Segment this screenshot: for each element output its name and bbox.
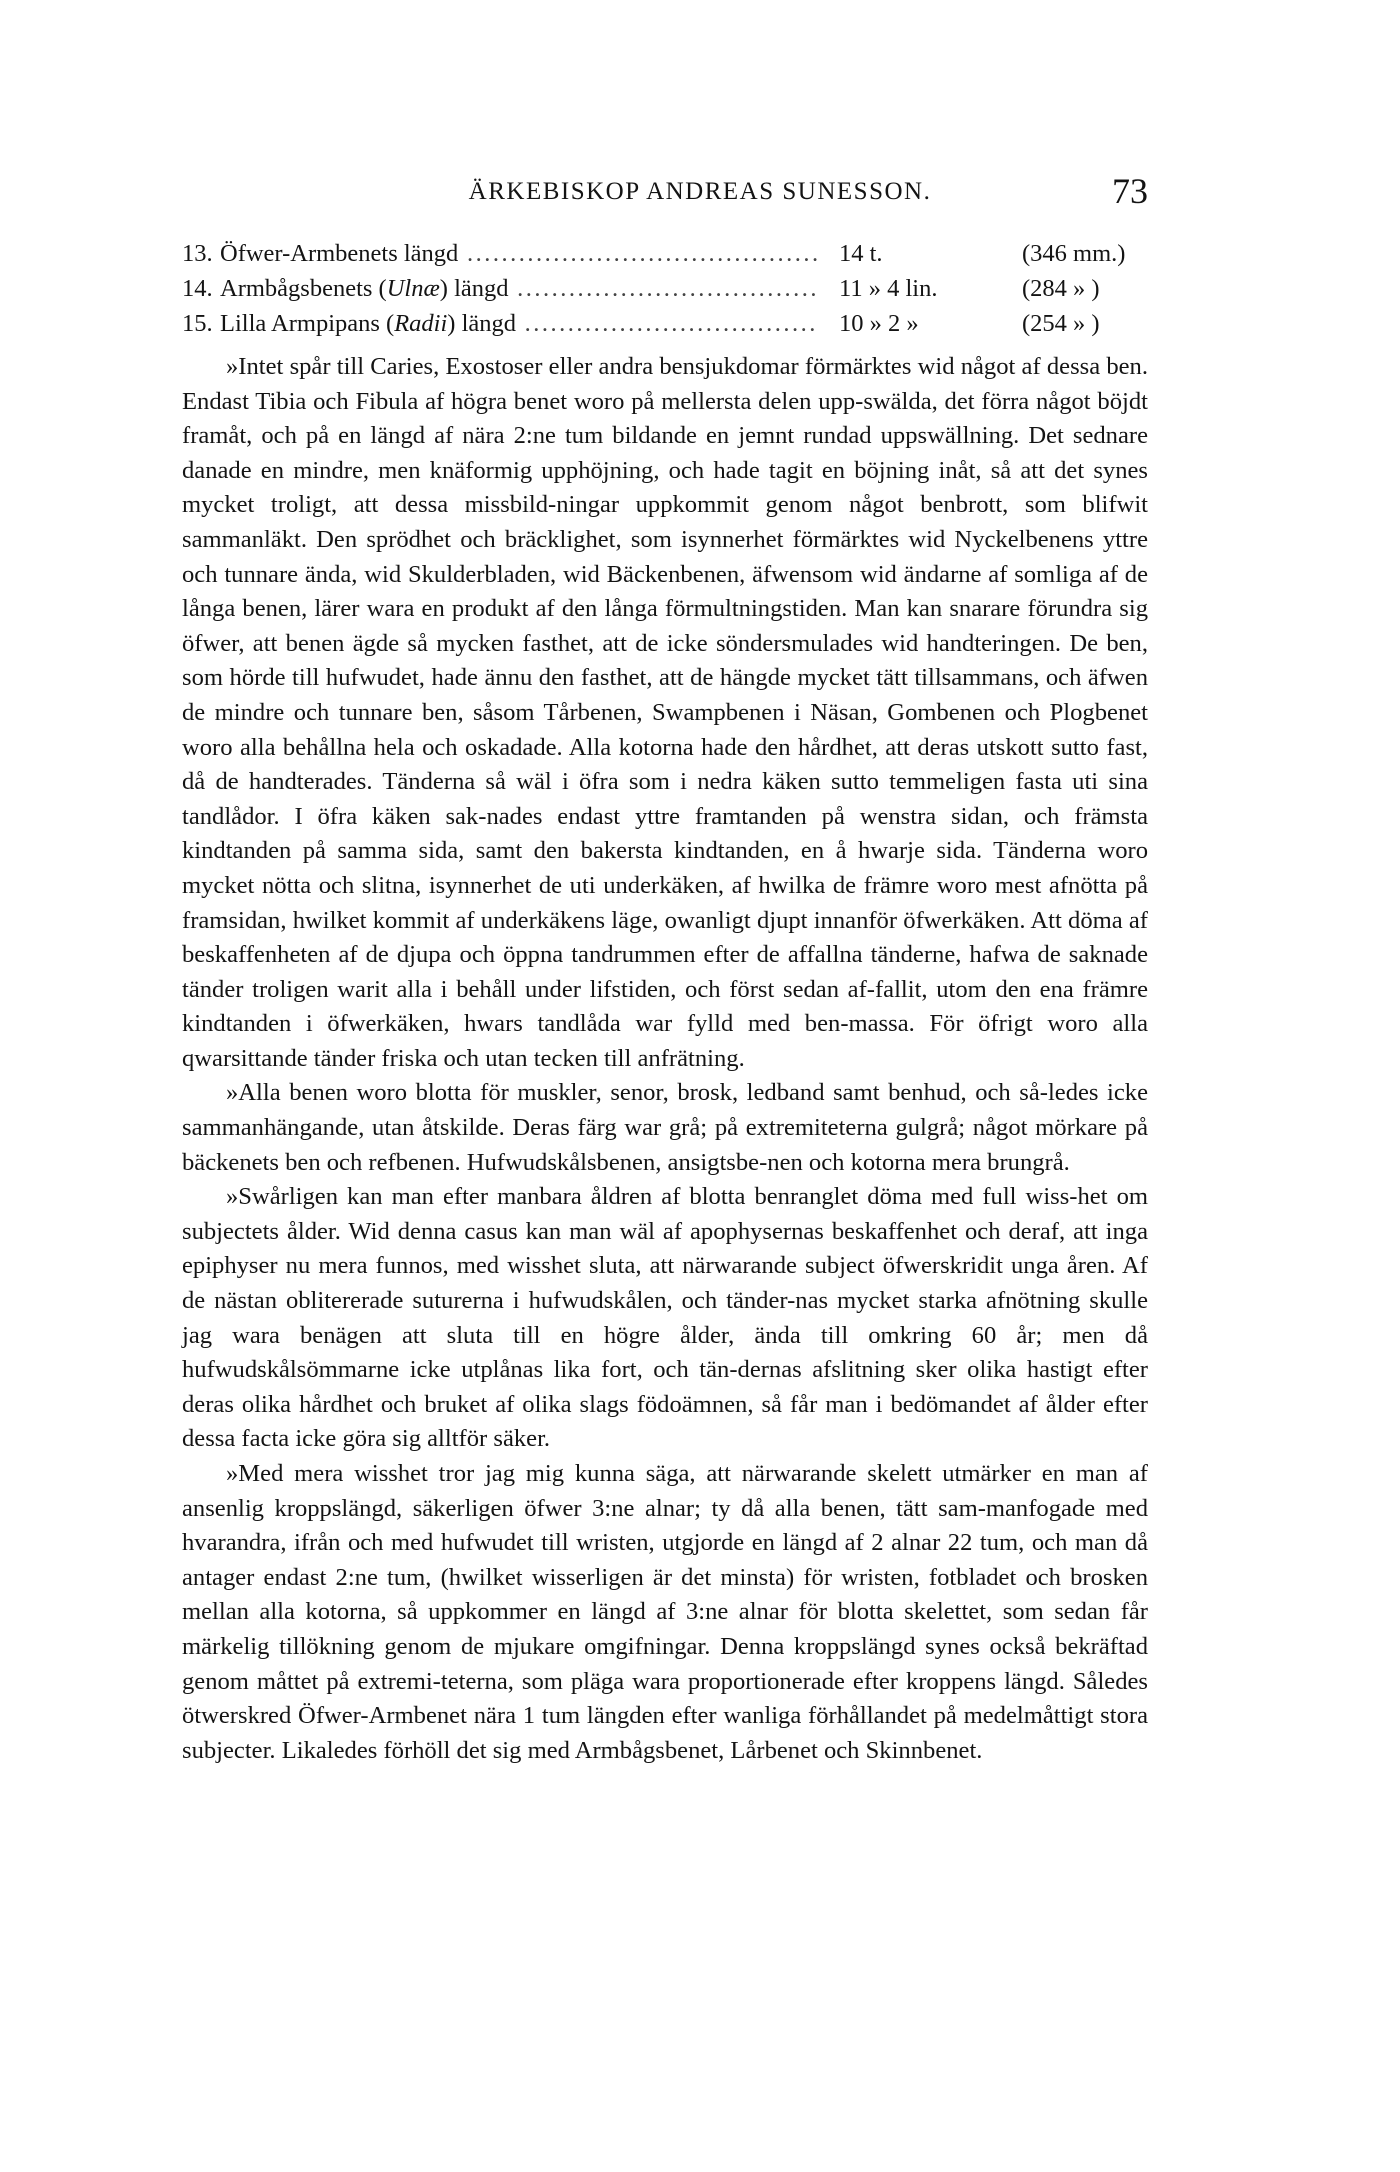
paragraph: »Med mera wisshet tror jag mig kunna säga, att närwarande skelett utmärker en man af ansenlig kroppslängd, säkerligen öfwer 3:ne alnar; ty då alla benen, tätt sam-manfogade med hvarandra, ifrån och med hufwudet till wristen, utgjorde en längd af 2 alnar 22 tum, och man då antager endast 2:ne tum, (hwilket wisserligen är det minsta) för wristen, fotbladet och brosken mellan alla kotorna, så uppkommer en längd af 3:ne alnar för blotta skelettet, som sedan får märkelig tillökning genom de mjukare omgifningar. Denna kroppslängd synes också bekräftad genom måttet på extremi-teterna, som pläga wara proportionerade efter kroppens längd. Således ötwerskred Öfwer-Armbenet nära 1 tum längden efter wanliga förhållandet på medelmåttigt stora subjecter. Likaledes förhöll det sig med Armbågsbenet, Lårbenet och Skinnbenet. bbox=[182, 1460, 1148, 1764]
measurement-mm: (254 » ) bbox=[1022, 310, 1100, 337]
measurement-label: Armbågsbenets (Ulnæ) längd ................................... bbox=[220, 275, 820, 302]
paragraph: »Intet spår till Caries, Exostoser eller andra bensjukdomar förmärktes wid något af dessa ben. Endast Tibia och Fibula af högra benet woro på mellersta delen upp-swälda, det förra något böjdt framåt, och på en längd af nära 2:ne tum bildande en jemnt rundad uppswällning. Det sednare danade en mindre, men knäformig upphöjning, och hade tagit en böjning inåt, så att det synes mycket troligt, att dessa missbild-ningar uppkommit genom något benbrott, som blifwit sammanläkt. Den sprödhet och bräcklighet, som isynnerhet förmärktes wid Nyckelbenens yttre och tunnare ända, wid Skulderbladen, wid Bäckenbenen, äfwensom wid ändarne af somliga af de långa benen, lärer wara en produkt af den långa förmultningstiden. Man kan snarare förundra sig öfwer, att benen ägde så mycken fasthet, att de icke söndersmulades wid handteringen. De ben, som hörde till hufwudet, hade ännu den fasthet, att de hängde mycket tätt tillsammans, och äfwen de mindre och tunnare ben, såsom Tårbenen, Swampbenen i Näsan, Gombenen och Plogbenet woro alla behållna hela och oskadade. Alla kotorna hade den hårdhet, att deras utskott sutto fast, då de handterades. Tänderna så wäl i öfra som i nedra käken sutto temmeligen fasta uti sina tandlådor. I öfra käken sak-nades endast yttre framtanden på wenstra sidan, och främsta kindtanden på samma sida, samt den bakersta kindtanden, en å hwarje sida. Tänderna woro mycket nötta och slitna, isynnerhet de uti underkäken, af hwilka de främre woro mest afnötta på framsidan, hwilket kommit af underkäkens läge, owanligt djupt innanför öfwerkäken. Att döma af beskaffenheten af de djupa och öppna tandrummen efter de affallna tänderne, hafwa de saknade tänder troligen warit alla i behåll under lifstiden, och först sedan af-fallit, utom den ena främre kindtanden i öfwerkäken, hwars tandlåda war fylld med ben-massa. För öfrigt woro alla qwarsittande tänder friska och utan tecken till anfrätning. bbox=[182, 353, 1148, 1072]
dot-leader: ......................................... bbox=[458, 240, 821, 267]
paragraph: »Swårligen kan man efter manbara åldren af blotta benranglet döma med full wiss-het om subjectets ålder. Wid denna casus kan man wäl af apophysernas beskaffenhet och deraf, att inga epiphyser nu mera funnos, med wisshet sluta, att närwarande subject öfwerskridit unga åren. Af de nästan oblitererade suturerna i hufwudskålen, och tänder-nas mycket starka afnötning skulle jag wara benägen att sluta till en högre ålder, ända till omkring 60 år; men då hufwudskålsömmarne icke utplånas lika fort, och tän-dernas afslitning sker olika hastigt efter deras olika hårdhet och bruket af olika slags födoämnen, så får man i bedömandet af ålder efter dessa facta icke göra sig alltför säker. bbox=[182, 1183, 1148, 1453]
measurement-number: 14. bbox=[182, 275, 213, 302]
page-number: 73 bbox=[1112, 171, 1148, 211]
measurement-mm: (284 » ) bbox=[1022, 275, 1100, 302]
dot-leader: ................................... bbox=[508, 275, 820, 302]
measurement-label: Lilla Armpipans (Radii) längd .................................. bbox=[220, 310, 818, 337]
running-header: ÄRKEBISKOP ANDREAS SUNESSON. bbox=[468, 178, 932, 205]
paragraph: »Alla benen woro blotta för muskler, senor, brosk, ledband samt benhud, och så-ledes icke sammanhängande, utan åtskilde. Deras färg war grå; på extremiteterna gulgrå; något mörkare på bäckenets ben och refbenen. Hufwudskålsbenen, ansigtsbe-nen och kotorna mera brungrå. bbox=[182, 1079, 1148, 1176]
measurement-value: 11 » 4 lin. bbox=[839, 275, 938, 302]
measurement-label: Öfwer-Armbenets längd ......................................... bbox=[220, 240, 821, 267]
measurement-row bbox=[182, 275, 1148, 309]
measurement-row bbox=[182, 310, 1148, 344]
dot-leader: .................................. bbox=[516, 310, 818, 337]
body-text bbox=[182, 350, 1148, 1768]
measurement-number: 13. bbox=[182, 240, 213, 267]
measurement-number: 15. bbox=[182, 310, 213, 337]
measurement-mm: (346 mm.) bbox=[1022, 240, 1126, 267]
measurement-value: 10 » 2 » bbox=[839, 310, 919, 337]
measurement-row bbox=[182, 240, 1148, 274]
measurement-value: 14 t. bbox=[839, 240, 883, 267]
